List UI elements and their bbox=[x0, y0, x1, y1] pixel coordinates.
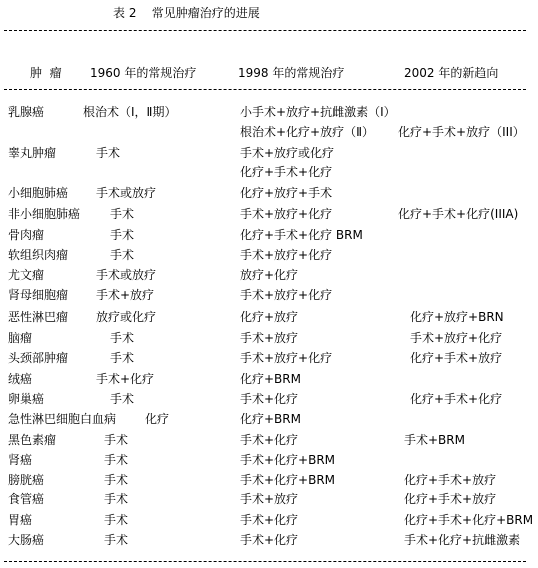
tumor-cell: 乳腺癌 bbox=[8, 105, 45, 119]
header-1960: 1960 年的常规治疗 bbox=[90, 66, 197, 80]
cell-2002: 化疗+手术+化疗+BRM bbox=[404, 513, 534, 527]
cell-1960: 手术 bbox=[104, 513, 129, 527]
cell-1960: 根治术（Ⅰ，Ⅱ期） bbox=[83, 105, 177, 119]
cell-1960: 手术 bbox=[96, 146, 121, 160]
cell-1998: 手术+化疗 bbox=[240, 392, 299, 406]
cell-1998: 化疗+手术+化疗 bbox=[240, 165, 333, 179]
cell-1998: 手术+放疗 bbox=[240, 492, 299, 506]
cell-1998: 手术+化疗 bbox=[240, 533, 299, 547]
tumor-cell: 食管癌 bbox=[8, 492, 45, 506]
tumor-cell: 尤文瘤 bbox=[8, 268, 45, 282]
cell-1998: 手术+化疗+BRM bbox=[240, 473, 336, 487]
cell-1960: 手术 bbox=[110, 207, 135, 221]
tumor-cell: 膀胱癌 bbox=[8, 473, 45, 487]
tumor-cell: 黑色素瘤 bbox=[8, 433, 57, 447]
cell-1960: 手术+放疗 bbox=[96, 288, 155, 302]
tumor-cell: 睾丸肿瘤 bbox=[8, 146, 57, 160]
cell-1960: 手术+化疗 bbox=[96, 372, 155, 386]
cell-1960: 手术或放疗 bbox=[96, 268, 157, 282]
cell-1998: 手术+放疗或化疗 bbox=[240, 146, 335, 160]
cell-2002: 化疗+手术+放疗 bbox=[404, 473, 497, 487]
tumor-cell: 绒癌 bbox=[8, 372, 33, 386]
header-2002: 2002 年的新趋向 bbox=[404, 66, 499, 80]
header-1998: 1998 年的常规治疗 bbox=[238, 66, 345, 80]
tumor-cell: 头颈部肿瘤 bbox=[8, 351, 69, 365]
tumor-cell: 恶性淋巴瘤 bbox=[8, 310, 69, 324]
cell-2002: 化疗+手术+放疗 bbox=[410, 351, 503, 365]
top-divider bbox=[4, 30, 526, 31]
cell-1998: 小手术+放疗+抗雌激素（Ⅰ） bbox=[240, 105, 396, 119]
cell-1998: 手术+化疗 bbox=[240, 513, 299, 527]
bottom-divider bbox=[4, 561, 526, 562]
cell-1960: 手术 bbox=[104, 533, 129, 547]
tumor-cell: 肾母细胞瘤 bbox=[8, 288, 69, 302]
cell-1998: 手术+放疗+化疗 bbox=[240, 248, 333, 262]
cell-1960: 手术 bbox=[104, 473, 129, 487]
tumor-cell: 急性淋巴细胞白血病 bbox=[8, 412, 117, 426]
tumor-cell: 大肠癌 bbox=[8, 533, 45, 547]
cell-1998: 化疗+手术+化疗 BRM bbox=[240, 228, 363, 242]
cell-2002: 手术+化疗+抗雌激素 bbox=[404, 533, 521, 547]
cell-1998: 手术+放疗+化疗 bbox=[240, 207, 333, 221]
cell-1998: 化疗+放疗 bbox=[240, 310, 299, 324]
tumor-cell: 脑瘤 bbox=[8, 331, 33, 345]
tumor-cell: 骨肉瘤 bbox=[8, 228, 45, 242]
tumor-cell: 非小细胞肺癌 bbox=[8, 207, 81, 221]
table-title: 表 2 常见肿瘤治疗的进展 bbox=[113, 6, 260, 20]
cell-1998: 手术+化疗 bbox=[240, 433, 299, 447]
cell-1998: 化疗+BRM bbox=[240, 372, 301, 386]
cell-1998: 根治术+化疗+放疗（Ⅱ） bbox=[240, 125, 375, 139]
tumor-cell: 软组织肉瘤 bbox=[8, 248, 69, 262]
cell-1960: 手术 bbox=[110, 248, 135, 262]
cell-1998: 放疗+化疗 bbox=[240, 268, 299, 282]
tumor-cell: 肾癌 bbox=[8, 453, 33, 467]
cell-1960: 手术或放疗 bbox=[96, 186, 157, 200]
cell-2002: 化疗+手术+放疗（III） bbox=[398, 125, 525, 139]
cell-2002: 手术+放疗+化疗 bbox=[410, 331, 503, 345]
cell-1960: 手术 bbox=[104, 433, 129, 447]
tumor-cell: 小细胞肺癌 bbox=[8, 186, 69, 200]
cell-1960: 放疗或化疗 bbox=[96, 310, 157, 324]
cell-1960: 手术 bbox=[110, 228, 135, 242]
tumor-cell: 胃癌 bbox=[8, 513, 33, 527]
cell-1960: 手术 bbox=[104, 453, 129, 467]
cell-2002: 化疗+手术+放疗 bbox=[404, 492, 497, 506]
cell-2002: 化疗+手术+化疗 bbox=[410, 392, 503, 406]
cell-1998: 化疗+放疗+手术 bbox=[240, 186, 333, 200]
cell-2002: 化疗+手术+化疗(IIIA) bbox=[398, 207, 519, 221]
cell-2002: 手术+BRM bbox=[404, 433, 465, 447]
cell-1960: 手术 bbox=[110, 331, 135, 345]
cell-1998: 手术+放疗 bbox=[240, 331, 299, 345]
header-divider bbox=[4, 89, 526, 90]
header-tumor: 肿 瘤 bbox=[30, 66, 62, 80]
cell-1960: 化疗 bbox=[145, 412, 170, 426]
cell-1998: 化疗+BRM bbox=[240, 412, 301, 426]
cell-1960: 手术 bbox=[104, 492, 129, 506]
cell-2002: 化疗+放疗+BRN bbox=[410, 310, 504, 324]
tumor-cell: 卵巢癌 bbox=[8, 392, 45, 406]
cell-1998: 手术+化疗+BRM bbox=[240, 453, 336, 467]
cell-1960: 手术 bbox=[110, 351, 135, 365]
cell-1998: 手术+放疗+化疗 bbox=[240, 288, 333, 302]
cell-1998: 手术+放疗+化疗 bbox=[240, 351, 333, 365]
cell-1960: 手术 bbox=[110, 392, 135, 406]
